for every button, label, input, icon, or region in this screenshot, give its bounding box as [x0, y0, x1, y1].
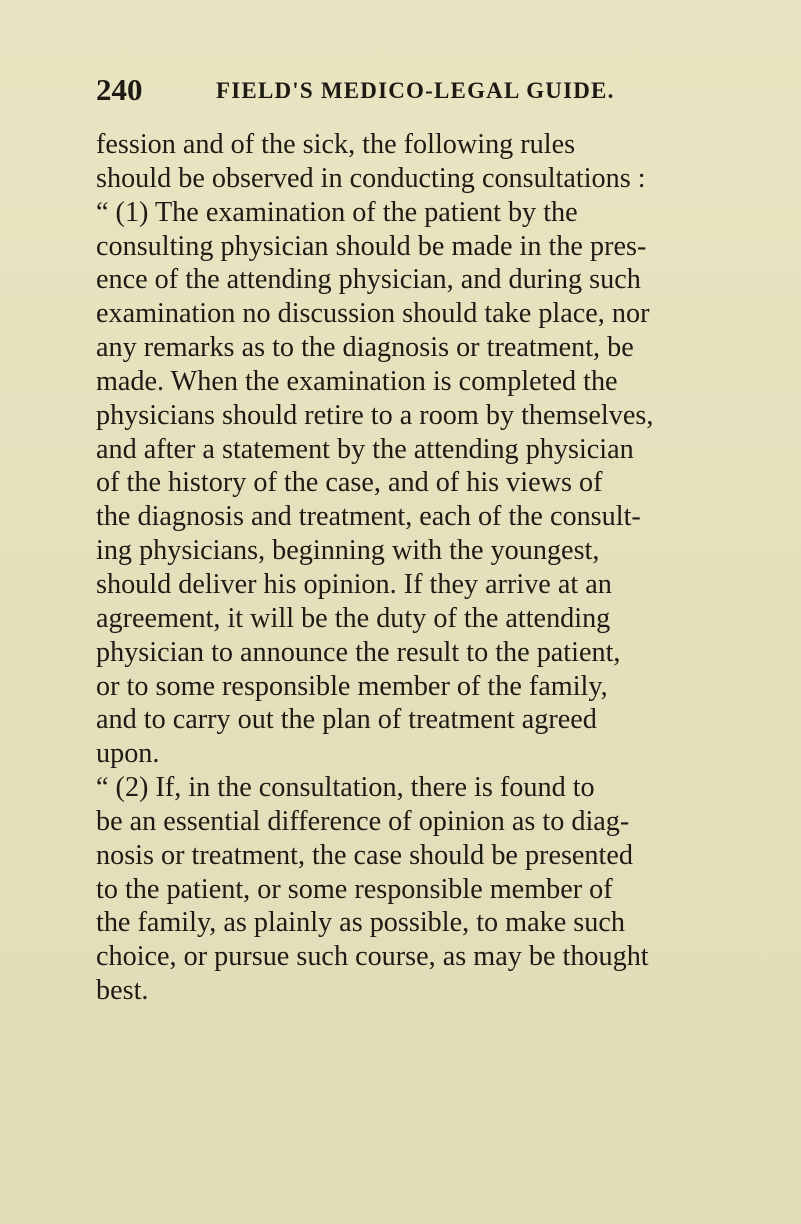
- text-line: nosis or treatment, the case should be presented: [96, 839, 633, 871]
- text-line: and to carry out the plan of treatment agreed: [96, 704, 597, 736]
- page-number: 240: [96, 72, 143, 107]
- text-line: choice, or pursue such course, as may be thought: [96, 941, 649, 973]
- running-title: FIELD'S MEDICO-LEGAL GUIDE.: [216, 78, 615, 103]
- text-line: the family, as plainly as possible, to make such: [96, 907, 625, 939]
- text-line: upon.: [96, 738, 160, 770]
- text-line: should be observed in conducting consultations :: [96, 162, 646, 194]
- text-line: physician to announce the result to the patient,: [96, 636, 621, 668]
- text-line: ing physicians, beginning with the youngest,: [96, 535, 600, 567]
- text-line: any remarks as to the diagnosis or treatment, be: [96, 332, 634, 364]
- text-line: or to some responsible member of the family,: [96, 670, 608, 702]
- text-line: “ (2) If, in the consultation, there is found to: [96, 772, 595, 804]
- text-line: made. When the examination is completed the: [96, 365, 618, 397]
- body-text: [96, 128, 776, 1008]
- text-line: of the history of the case, and of his views of: [96, 467, 603, 499]
- text-line: best.: [96, 975, 149, 1007]
- text-line: examination no discussion should take place, nor: [96, 298, 650, 330]
- text-line: consulting physician should be made in the pres-: [96, 230, 647, 262]
- text-line: be an essential difference of opinion as to diag-: [96, 805, 630, 837]
- text-line: physicians should retire to a room by themselves,: [96, 399, 654, 431]
- text-line: “ (1) The examination of the patient by the: [96, 196, 578, 228]
- text-line: should deliver his opinion. If they arrive at an: [96, 568, 612, 600]
- text-line: ence of the attending physician, and during such: [96, 264, 641, 296]
- text-line: the diagnosis and treatment, each of the consult-: [96, 501, 641, 533]
- text-line: and after a statement by the attending physician: [96, 433, 634, 465]
- text-line: fession and of the sick, the following rules: [96, 129, 576, 160]
- running-head: [96, 70, 756, 110]
- text-line: agreement, it will be the duty of the attending: [96, 602, 611, 634]
- text-line: to the patient, or some responsible member of: [96, 873, 613, 905]
